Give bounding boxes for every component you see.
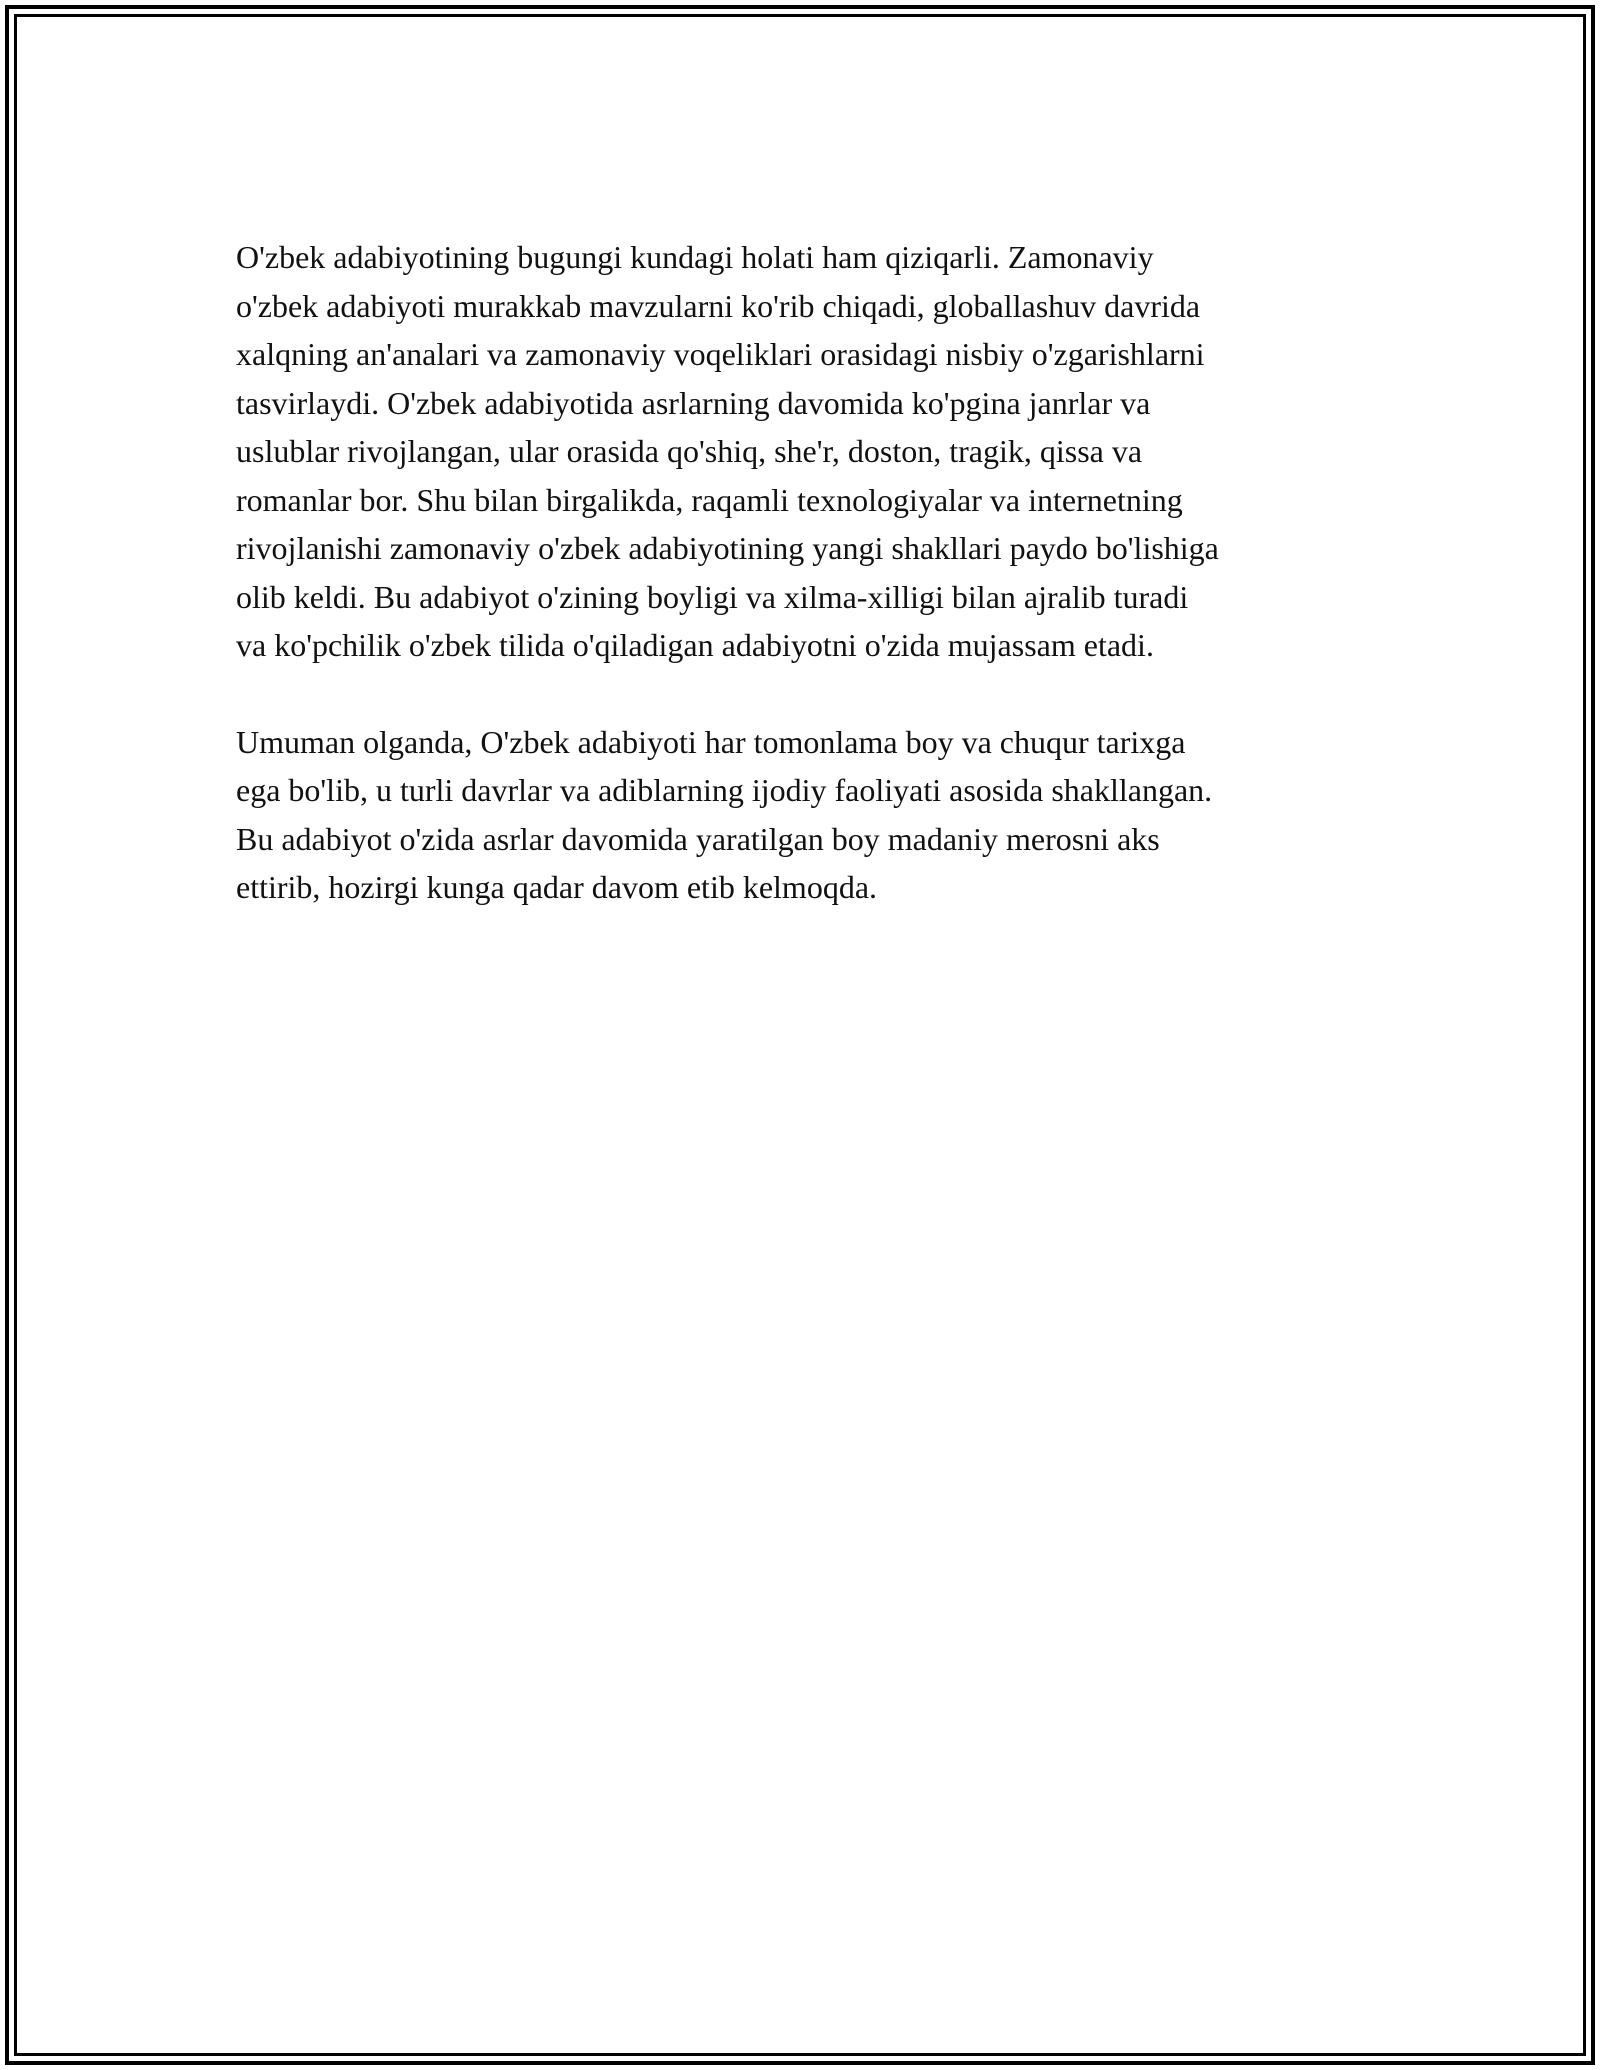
document-body bbox=[236, 233, 1376, 960]
paragraph-line: romanlar bor. Shu bilan birgalikda, raqamli texnologiyalar va internetning bbox=[236, 481, 1183, 518]
paragraph-line: Umuman olganda, O'zbek adabiyoti har tomonlama boy va chuqur tarixga bbox=[236, 723, 1186, 760]
paragraph-line: xalqning an'analari va zamonaviy voqeliklari orasidagi nisbiy o'zgarishlarni bbox=[236, 336, 1205, 372]
paragraph-line: ega bo'lib, u turli davrlar va adiblarning ijodiy faoliyati asosida shakllangan. bbox=[236, 772, 1213, 808]
paragraph-line: rivojlanishi zamonaviy o'zbek adabiyotining yangi shakllari paydo bo'lishiga bbox=[236, 530, 1219, 566]
paragraph-line: uslublar rivojlangan, ular orasida qo'shiq, she'r, doston, tragik, qissa va bbox=[236, 433, 1143, 469]
paragraph-2 bbox=[236, 718, 1376, 912]
paragraph-line: olib keldi. Bu adabiyot o'zining boyligi va xilma-xilligi bilan ajralib turadi bbox=[236, 578, 1189, 615]
paragraph-1 bbox=[236, 233, 1376, 670]
paragraph-line: tasvirlaydi. O'zbek adabiyotida asrlarning davomida ko'pgina janrlar va bbox=[236, 384, 1151, 421]
paragraph-line: Bu adabiyot o'zida asrlar davomida yaratilgan boy madaniy merosni aks bbox=[236, 820, 1160, 857]
paragraph-line: ettirib, hozirgi kunga qadar davom etib kelmoqda. bbox=[236, 869, 878, 905]
paragraph-line: o'zbek adabiyoti murakkab mavzularni ko'rib chiqadi, globallashuv davrida bbox=[236, 287, 1201, 324]
paragraph-line: O'zbek adabiyotining bugungi kundagi holati ham qiziqarli. Zamonaviy bbox=[236, 239, 1154, 275]
paragraph-line: va ko'pchilik o'zbek tilida o'qiladigan adabiyotni o'zida mujassam etadi. bbox=[236, 627, 1154, 663]
